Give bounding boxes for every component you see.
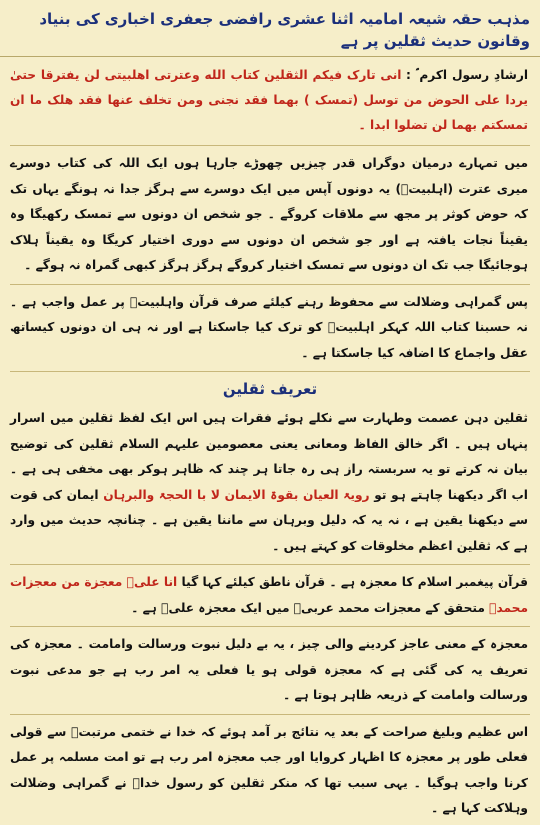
quran-text-part2: متحقق کے معجزات محمد عربیؐ میں ایک معجزہ علیؑ ہے ۔ — [131, 600, 485, 615]
hadith-translation: میں تمہارے درمیان دوگراں قدر چیزیں چھوڑے جارہا ہوں ایک اللہ کی کتاب دوسرے میری عترت (اہلبیتؑ) یہ دونوں آپس میں ایک دوسرے سے ہرگز جدا نہ ہونگے یہاں تک کہ حوض کوثر پر مجھ سے ملاقات کروگے ۔ جو شخص ان دونوں سے تمسک رکھیگا وہ یقیناً نجات یافتہ ہے اور جو شخص ان دونوں سے دوری اختیار کریگا وہ یقیناً ہلاک ہوجائیگا جب تک ان دونوں سے تمسک اختیار کروگے ہرگز ہرگز کبھی گمراہ نہ ہوگے ۔ — [10, 156, 528, 272]
divider — [10, 564, 530, 565]
section-heading: تعریف ثقلین — [222, 380, 318, 398]
definition-text-part1: ثقلین دہن عصمت وطہارت سے نکلے ہوئے فقرات ہیں اس ایک لفظ ثقلین میں اسرار پنہاں ہیں ۔ اگر خالق الفاظ ومعانی یعنی معصومین علیہم السلام ثقلین کی توضیح بیان نہ کرتے تو یہ سربستہ راز ہی رہ جاتا ہر چند کہ ظاہر ہوکر بھی مخفی ہی ہے ۔ اب اگر دیکھنا چاہتے ہو تو — [10, 411, 528, 502]
divider — [10, 371, 530, 372]
definition-highlight: رویۃ العیان بقوۃ الایمان لا با الحجۃ والبرہان — [103, 487, 370, 502]
quran-highlight: انا علیؑ معجزة من معجزات محمدؐ — [10, 575, 528, 615]
divider — [10, 145, 530, 146]
quran-text-part1: قرآن پیغمبر اسلام کا معجزہ ہے ۔ قرآن ناطق کیلئے کہا گیا — [181, 575, 528, 589]
hadith-lead: ارشادِ رسول اکرم ؐ : — [405, 68, 529, 82]
definition-text-part2: ایمان کی قوت سے دیکھنا یقین ہے ، نہ یہ کہ دلیل وبرہان سے ماننا یقین ہے ۔ چنانچہ حدیث میں وارد ہے کہ ثقلین اعظم مخلوقات کو کہتے ہیں ۔ — [10, 487, 528, 553]
hadith-arabic-text: انی تارک فیکم الثقلین کتاب الله وعترتی اهلبیتی لن یفترقا حتیٰ یردا علی الحوض من توسل (تمسک ) بهما فقد نجنی ومن تخلف عنها فقد هلک ما ان تمسکتم بهما لن تضلوا ابدا ۔ — [10, 68, 528, 132]
paragraph-miracle: معجزہ کے معنی عاجز کردینے والی چیز ، یہ بے دلیل نبوت ورسالت وامامت ۔ معجزہ کی تعریف یہ کی گئی ہے کہ معجزہ قولی ہو یا فعلی یہ امر رب ہے جو مدعی نبوت ورسالت وامامت کے ذریعہ ظاہر ہوتا ہے ۔ — [10, 637, 528, 702]
divider — [10, 714, 530, 715]
paragraph-misguidance: پس گمراہی وضلالت سے محفوظ رہنے کیلئے صرف قرآن واہلبیتؑ پر عمل واجب ہے ۔ نہ حسبنا کتاب اللہ کہکر اہلبیتؑ کو ترک کیا جاسکتا ہے اور نہ ہی ان دونوں کیساتھ عقل واجماع کا اضافہ کیا جاسکتا ہے ۔ — [10, 294, 528, 360]
page-title: مذہب حقہ شیعہ امامیہ اثنا عشری رافضی جعفری اخباری کی بنیاد وقانون حدیث ثقلین پر ہے — [0, 0, 540, 57]
paragraph-definition — [0, 406, 540, 559]
hadith-block — [0, 57, 540, 140]
paragraph-quran — [0, 570, 540, 621]
divider — [10, 284, 530, 285]
paragraph-conclusion: اس عظیم وبلیغ صراحت کے بعد یہ نتائج بر آمد ہوئے کہ خدا نے ختمی مرتبتؐ سے قولی فعلی طور پر معجزہ کا اظہار کروایا اور جب معجزہ امر رب ہے تو امت مسلمہ پر عمل کرنا واجب ہوگیا ۔ یہی سبب تھا کہ منکر ثقلین کو رسول خداؐ نے گمراہی وضلالت وہلاکت کہا ہے ۔ — [10, 724, 528, 815]
divider — [10, 626, 530, 627]
